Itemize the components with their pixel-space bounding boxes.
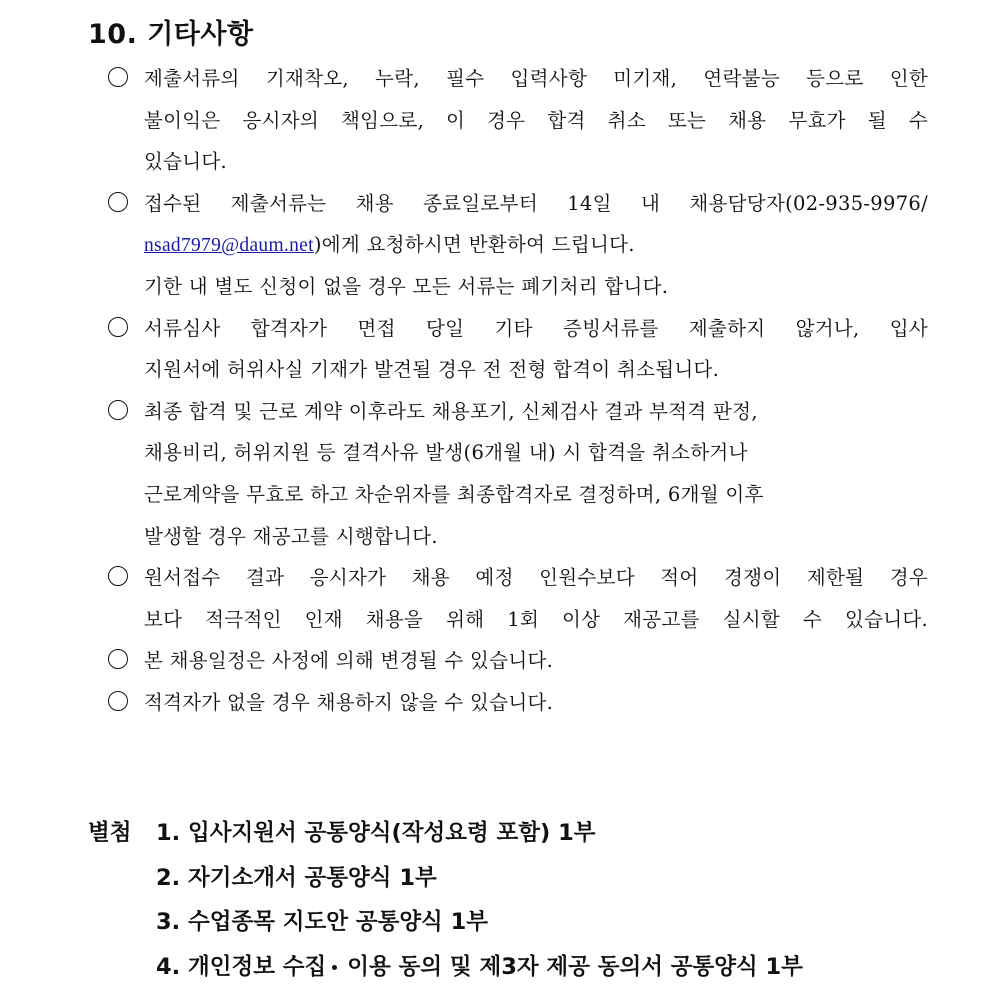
circle-bullet-icon: [108, 67, 128, 87]
attachment-item: 3. 수업종목 지도안 공통양식 1부: [156, 909, 489, 935]
notice-item-schedule-change: [108, 640, 928, 682]
attachment-item-part: 4. 개인정보 수집: [156, 953, 327, 980]
attachments-list: [156, 811, 803, 989]
circle-bullet-icon: [108, 691, 128, 711]
attachments-label: 별첨: [88, 820, 132, 846]
notice-line: 불이익은 응시자의 책임으로, 이 경우 합격 취소 또는 채용 무효가 될 수: [144, 108, 928, 132]
circle-bullet-icon: [108, 192, 128, 212]
email-link[interactable]: nsad7979@daum.net: [144, 235, 314, 257]
notice-line: 접수된 제출서류는 채용 종료일로부터 14일 내 채용담당자(02-935-9976/: [144, 191, 928, 215]
middle-dot-icon: [332, 965, 337, 970]
notice-line: 보다 적극적인 인재 채용을 위해 1회 이상 재공고를 실시할 수 있습니다.: [144, 607, 928, 631]
notice-line-suffix: )에게 요청하시면 반환하여 드립니다.: [313, 233, 635, 257]
section-title: 10. 기타사항: [88, 19, 254, 50]
notice-line: 제출서류의 기재착오, 누락, 필수 입력사항 미기재, 연락불능 등으로 인한: [144, 67, 928, 90]
notice-item-disqualification: [108, 391, 928, 557]
notice-line: 원서접수 결과 응시자가 채용 예정 인원수보다 적어 경쟁이 제한될 경우: [144, 566, 928, 590]
notice-item-document-return: [108, 183, 928, 308]
notice-item-re-announcement: [108, 557, 928, 640]
notice-line: 최종 합격 및 근로 계약 이후라도 채용포기, 신체검사 결과 부적격 판정,: [144, 399, 758, 423]
circle-bullet-icon: [108, 317, 128, 337]
circle-bullet-icon: [108, 400, 128, 420]
notice-line: 적격자가 없을 경우 채용하지 않을 수 있습니다.: [144, 690, 554, 714]
attachment-item-privacy: [156, 945, 803, 990]
notice-list: [108, 58, 928, 724]
notice-line: 채용비리, 허위지원 등 결격사유 발생(6개월 내) 시 합격을 취소하거나: [144, 441, 748, 465]
attachment-item-part: 이용 동의 및 제3자 제공 동의서 공통양식 1부: [347, 953, 803, 980]
notice-item-document-errors: [108, 58, 928, 183]
attachment-item: 1. 입사지원서 공통양식(작성요령 포함) 1부: [156, 820, 596, 846]
attachment-item: 2. 자기소개서 공통양식 1부: [156, 864, 437, 891]
notice-item-false-information: [108, 308, 928, 391]
notice-line-with-email: [144, 224, 928, 266]
notice-line: 서류심사 합격자가 면접 당일 기타 증빙서류를 제출하지 않거나, 입사: [144, 316, 928, 340]
circle-bullet-icon: [108, 649, 128, 669]
notice-line: 지원서에 허위사실 기재가 발견될 경우 전 전형 합격이 취소됩니다.: [144, 358, 720, 382]
notice-line: 기한 내 별도 신청이 없을 경우 모든 서류는 폐기처리 합니다.: [144, 274, 669, 298]
notice-item-no-qualified: [108, 682, 928, 724]
notice-line: 근로계약을 무효로 하고 차순위자를 최종합격자로 결정하며, 6개월 이후: [144, 482, 764, 506]
notice-line: 발생할 경우 재공고를 시행합니다.: [144, 524, 438, 548]
notice-line: 있습니다.: [144, 150, 228, 174]
notice-line: 본 채용일정은 사정에 의해 변경될 수 있습니다.: [144, 649, 554, 673]
circle-bullet-icon: [108, 566, 128, 586]
